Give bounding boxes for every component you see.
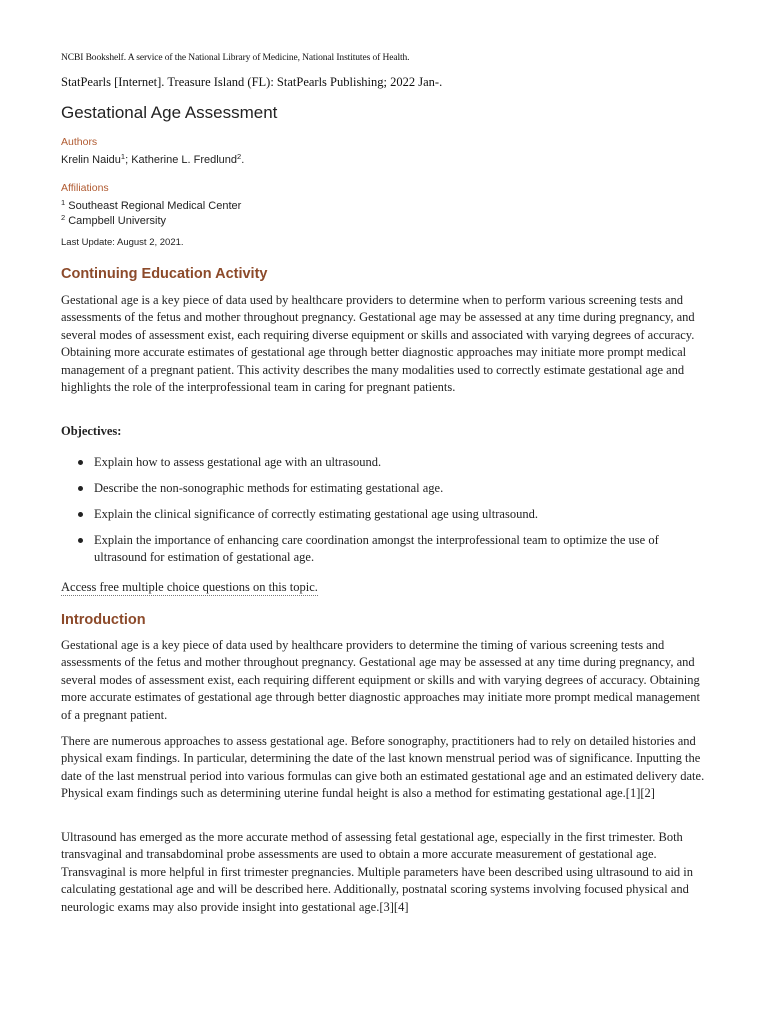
- affiliations-label: Affiliations: [61, 182, 109, 194]
- objective-item: Explain the importance of enhancing care coordination amongst the interprofessional team to optimize the use of ultrasound for estimation of gestational age.: [61, 532, 705, 566]
- reference-link[interactable]: [4]: [393, 899, 409, 914]
- introduction-paragraph-2: [61, 733, 705, 803]
- author-affiliation-ref[interactable]: 2: [237, 152, 242, 161]
- page-title: Gestational Age Assessment: [61, 103, 278, 122]
- authors-list: [61, 154, 244, 166]
- citation-line: StatPearls [Internet]. Treasure Island (FL): StatPearls Publishing; 2022 Jan-.: [61, 75, 443, 89]
- mcq-access-link[interactable]: Access free multiple choice questions on this topic.: [61, 580, 318, 594]
- objectives-list: [61, 454, 705, 575]
- objective-item: Explain how to assess gestational age with an ultrasound.: [61, 454, 705, 471]
- affiliation-text: Campbell University: [68, 215, 167, 227]
- paragraph-text: Ultrasound has emerged as the more accurate method of assessing fetal gestational age, especially in the first trimester. Both transvaginal and transabdominal probe assessments are used to obtain a more accurate measurement of gestational age. Transvaginal is more helpful in first trimester pregnancies. Multiple parameters have been described using ultrasound to aid in calculating gestational age and will be described here. Additionally, postnatal scoring systems involving focused physical and neurologic exams may also provide insight into gestational age.: [61, 830, 694, 914]
- affiliation-item: [61, 200, 241, 212]
- affiliation-number: 1: [61, 198, 66, 207]
- objectives-label: Objectives:: [61, 424, 122, 438]
- section-heading-continuing-education: Continuing Education Activity: [61, 266, 268, 282]
- author-link[interactable]: Katherine L. Fredlund: [131, 154, 238, 166]
- reference-link[interactable]: [2]: [640, 786, 655, 801]
- author-affiliation-ref[interactable]: 1: [120, 152, 126, 161]
- objective-item: Explain the clinical significance of correctly estimating gestational age using ultrasound.: [61, 506, 705, 523]
- introduction-paragraph-3: [61, 829, 705, 916]
- paragraph-text: There are numerous approaches to assess gestational age. Before sonography, practitioners had to rely on detailed histories and physical exam findings. In particular, determining the date of the last known menstrual period was of significance. Inputting the date of the last menstrual period into various formulas can give both an estimated gestational age and an estimated delivery date. Physical exam findings such as determining uterine fundal height is also a method for estimating gestational age.: [61, 734, 705, 801]
- affiliation-number: 2: [61, 213, 66, 222]
- affiliation-item: [61, 215, 166, 227]
- introduction-paragraph-1: Gestational age is a key piece of data used by healthcare providers to determine the timing of various screening tests and assessments of the fetus and mother throughout pregnancy. Gestational age may be assessed at any time during pregnancy, and several modes of assessment exist, each requiring different equipment or skills and with varying degrees of accuracy. Obtaining more accurate estimates of gestational age through better diagnostic approaches may initiate more prompt medical management of a pregnant patient.: [61, 638, 700, 722]
- last-update: Last Update: August 2, 2021.: [61, 237, 184, 248]
- reference-link[interactable]: [3]: [379, 899, 394, 914]
- author-link[interactable]: Krelin Naidu: [61, 154, 121, 166]
- affiliation-text: Southeast Regional Medical Center: [68, 200, 242, 212]
- author-separator: ;: [125, 154, 132, 166]
- objective-item: Describe the non-sonographic methods for estimating gestational age.: [61, 480, 705, 497]
- bookshelf-header: NCBI Bookshelf. A service of the National Library of Medicine, National Institutes of Health.: [61, 53, 410, 63]
- section-heading-introduction: Introduction: [61, 612, 146, 628]
- continuing-education-paragraph: Gestational age is a key piece of data used by healthcare providers to determine when to perform various screening tests and assessments of the fetus and mother throughout pregnancy. Gestational age may be assessed at any time during pregnancy, and several modes of assessment exist, each requiring diverse equipment or skills and associated with varying degrees of accuracy. Obtaining more accurate estimates of gestational age through better diagnostic approaches may initiate more prompt medical management of a pregnant patient. This activity describes the many modalities used to correctly estimate gestational age and highlights the role of the interprofessional team in caring for pregnant patients.: [61, 293, 695, 395]
- author-separator: .: [241, 154, 245, 166]
- authors-label: Authors: [61, 136, 98, 148]
- reference-link[interactable]: [1]: [625, 786, 641, 801]
